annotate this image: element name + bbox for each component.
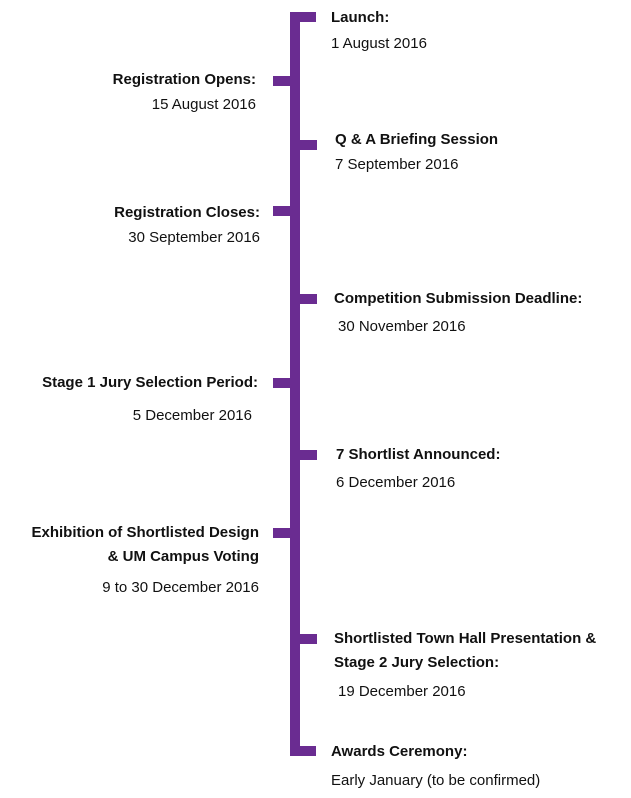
event-title-exhibition-line2: & UM Campus Voting	[107, 548, 259, 565]
timeline-top-cap	[290, 12, 316, 22]
timeline-tick-registration-closes	[273, 206, 291, 216]
event-date-submission-deadline: 30 November 2016	[338, 318, 466, 335]
event-date-town-hall: 19 December 2016	[338, 683, 466, 700]
event-title-town-hall-line2: Stage 2 Jury Selection:	[334, 654, 500, 671]
event-date-launch: 1 August 2016	[331, 35, 427, 52]
event-date-shortlist-announced: 6 December 2016	[336, 474, 456, 491]
event-title-awards-ceremony: Awards Ceremony:	[331, 743, 468, 760]
timeline-tick-exhibition	[273, 528, 291, 538]
event-title-qa-briefing: Q & A Briefing Session	[335, 131, 499, 148]
event-date-stage1-jury: 5 December 2016	[132, 407, 252, 424]
event-date-exhibition: 9 to 30 December 2016	[102, 579, 259, 596]
event-title-exhibition-line1: Exhibition of Shortlisted Design	[31, 524, 259, 541]
timeline-tick-qa-briefing	[299, 140, 317, 150]
event-title-registration-opens: Registration Opens:	[112, 71, 256, 88]
timeline-tick-town-hall	[299, 634, 317, 644]
event-date-registration-opens: 15 August 2016	[151, 96, 256, 113]
event-date-awards-ceremony: Early January (to be confirmed)	[331, 772, 541, 789]
timeline-tick-shortlist-announced	[299, 450, 317, 460]
event-title-shortlist-announced: 7 Shortlist Announced:	[336, 446, 501, 463]
timeline-spine	[290, 12, 300, 756]
timeline-bottom-cap	[290, 746, 316, 756]
timeline-tick-registration-opens	[273, 76, 291, 86]
event-date-registration-closes: 30 September 2016	[128, 229, 260, 246]
timeline-tick-submission-deadline	[299, 294, 317, 304]
event-title-stage1-jury: Stage 1 Jury Selection Period:	[42, 374, 258, 391]
event-title-town-hall-line1: Shortlisted Town Hall Presentation &	[334, 630, 597, 647]
timeline-tick-stage1-jury	[273, 378, 291, 388]
event-title-submission-deadline: Competition Submission Deadline:	[334, 290, 583, 307]
event-date-qa-briefing: 7 September 2016	[335, 156, 459, 173]
event-title-registration-closes: Registration Closes:	[114, 204, 260, 221]
event-title-launch: Launch:	[331, 9, 390, 26]
